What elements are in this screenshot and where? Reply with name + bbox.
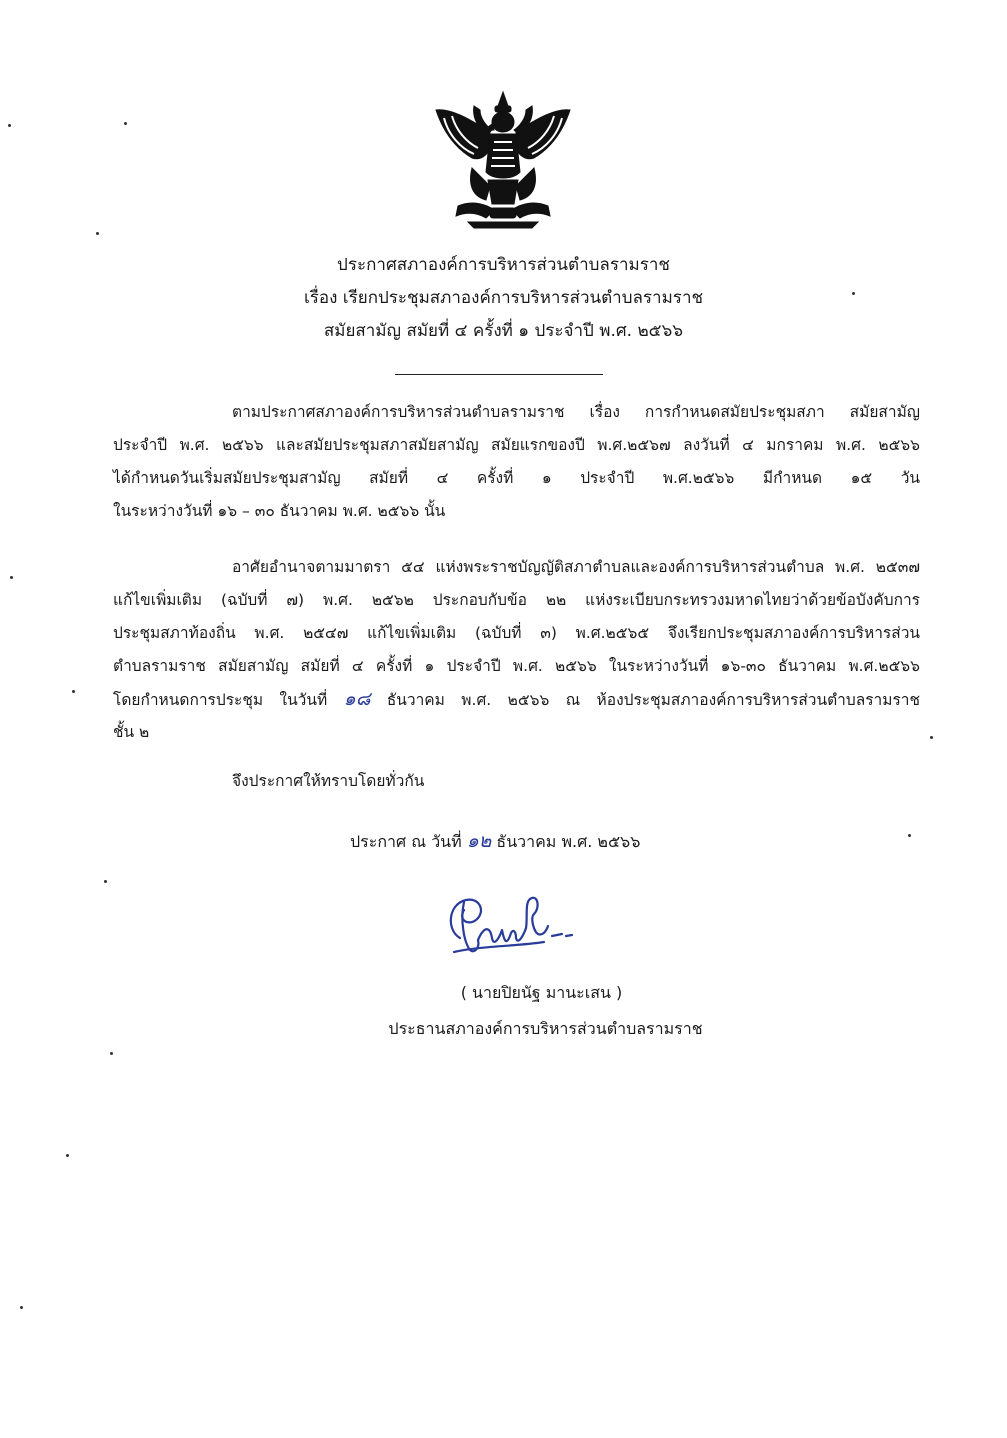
scan-speck xyxy=(20,1306,23,1309)
paragraph-2-line xyxy=(113,688,920,711)
handwritten-signature xyxy=(440,890,575,962)
scan-speck xyxy=(8,124,11,127)
scan-speck xyxy=(908,834,911,837)
announcement-subject: เรื่อง เรียกประชุมสภาองค์การบริหารส่วนตำบลรามราช xyxy=(303,288,704,308)
scan-speck xyxy=(930,736,933,739)
paragraph-2-line: อาศัยอำนาจตามมาตรา ๕๔ แห่งพระราชบัญญัติสภาตำบลและองค์การบริหารส่วนตำบล พ.ศ. ๒๕๓๗ xyxy=(232,558,920,576)
signer-name: ( นายปิยนัฐ มานะเสน ) xyxy=(460,983,623,1002)
announcement-session: สมัยสามัญ สมัยที่ ๔ ครั้งที่ ๑ ประจำปี พ.ศ. ๒๕๖๖ xyxy=(323,321,684,341)
scan-speck xyxy=(96,232,99,235)
announcement-title: ประกาศสภาองค์การบริหารส่วนตำบลรามราช xyxy=(337,255,670,275)
paragraph-2-line: แก้ไขเพิ่มเติม (ฉบับที่ ๗) พ.ศ. ๒๕๖๒ ประกอบกับข้อ ๒๒ แห่งระเบียบกระทรวงมหาดไทยว่าด้วยข้อบังคับการ xyxy=(113,591,920,609)
announcement-date-suffix: ธันวาคม พ.ศ. ๒๕๖๖ xyxy=(491,832,641,851)
paragraph-1-line: ในระหว่างวันที่ ๑๖ – ๓๐ ธันวาคม พ.ศ. ๒๕๖๖ นั้น xyxy=(113,502,446,520)
handwritten-announcement-day: ๑๒ xyxy=(466,830,492,852)
scan-speck xyxy=(104,880,107,883)
scan-speck xyxy=(10,576,13,579)
closing-statement: จึงประกาศให้ทราบโดยทั่วกัน xyxy=(232,772,425,790)
signer-position: ประธานสภาองค์การบริหารส่วนตำบลรามราช xyxy=(388,1019,703,1038)
scan-speck xyxy=(124,122,127,125)
paragraph-1-line: ตามประกาศสภาองค์การบริหารส่วนตำบลรามราช เรื่อง การกำหนดสมัยประชุมสภา สมัยสามัญ xyxy=(232,403,920,421)
meeting-date-prefix: โดยกำหนดการประชุม ในวันที่ xyxy=(113,691,344,709)
scan-speck xyxy=(66,1154,69,1157)
scan-speck xyxy=(72,690,75,693)
scan-speck xyxy=(852,292,855,295)
title-divider xyxy=(395,374,603,375)
meeting-floor: ชั้น ๒ xyxy=(113,723,150,741)
paragraph-1-line: ได้กำหนดวันเริ่มสมัยประชุมสามัญ สมัยที่ ๔ ครั้งที่ ๑ ประจำปี พ.ศ.๒๕๖๖ มีกำหนด ๑๕ วัน xyxy=(113,469,920,487)
paragraph-1-line: ประจำปี พ.ศ. ๒๕๖๖ และสมัยประชุมสภาสมัยสามัญ สมัยแรกของปี พ.ศ.๒๕๖๗ ลงวันที่ ๔ มกราคม พ.ศ. ๒๕๖๖ xyxy=(113,436,920,454)
paragraph-2-line: ตำบลรามราช สมัยสามัญ สมัยที่ ๔ ครั้งที่ ๑ ประจำปี พ.ศ. ๒๕๖๖ ในระหว่างวันที่ ๑๖-๓๐ ธันวาคม พ.ศ.๒๕๖๖ xyxy=(113,657,920,675)
announcement-date-prefix: ประกาศ ณ วันที่ xyxy=(350,832,467,851)
meeting-date-suffix: ธันวาคม พ.ศ. ๒๕๖๖ ณ ห้องประชุมสภาองค์การบริหารส่วนตำบลรามราช xyxy=(370,691,920,709)
scan-speck xyxy=(110,1052,113,1055)
paragraph-2-line: ประชุมสภาท้องถิ่น พ.ศ. ๒๕๔๗ แก้ไขเพิ่มเติม (ฉบับที่ ๓) พ.ศ.๒๕๖๕ จึงเรียกประชุมสภาองค์การบริหารส่วน xyxy=(113,624,920,642)
announcement-date xyxy=(350,830,640,853)
handwritten-meeting-day: ๑๘ xyxy=(343,688,371,710)
garuda-emblem-icon xyxy=(428,88,578,230)
